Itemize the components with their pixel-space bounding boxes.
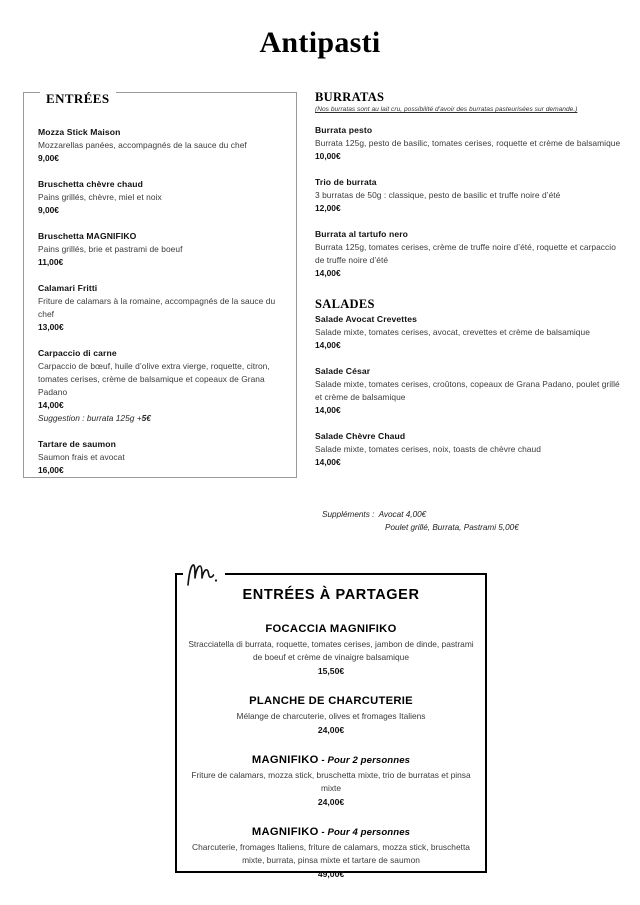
shared-starters-title: ENTRÉES À PARTAGER [242,587,420,603]
share-menu-item [181,693,481,737]
item-description: Carpaccio de bœuf, huile d’olive extra vierge, roquette, citron, tomates cerises, crème de balsamique et copeaux de Grana Padano [38,361,270,397]
item-description: Stracciatella di burrata, roquette, tomates cerises, jambon de dinde, pastrami de boeuf et crème de vinaigre balsamique [188,639,474,662]
item-name: Carpaccio di carne [38,348,117,358]
supplements-block [322,508,622,534]
menu-item [315,228,625,280]
menu-item [315,176,625,215]
item-name: Burrata al tartufo nero [315,229,409,239]
item-price: 14,00€ [315,405,341,415]
item-name-suffix: - Pour 4 personnes [318,827,411,838]
item-price: 24,00€ [317,797,345,807]
right-column [315,90,625,469]
item-name [181,824,481,841]
item-price: 11,00€ [38,257,64,267]
item-name: Salade Chèvre Chaud [315,431,406,441]
supplements-line-2: Poulet grillé, Burrata, Pastrami 5,00€ [385,523,519,532]
burratas-section-heading: BURRATAS [315,90,385,104]
item-price: 13,00€ [38,322,64,332]
salades-section-heading: SALADES [315,297,375,311]
item-name [181,621,481,638]
menu-item [315,313,625,352]
item-name-suffix: - Pour 2 personnes [318,755,411,766]
item-name: Trio de burrata [315,177,377,187]
item-name: Bruschetta MAGNIFIKO [38,231,137,241]
share-menu-item [181,824,481,881]
item-description: Salade mixte, tomates cerises, noix, toasts de chèvre chaud [315,444,541,454]
item-suggestion [38,412,288,425]
item-description: Mélange de charcuterie, olives et fromages Italiens [236,711,426,721]
item-price: 14,00€ [315,268,341,278]
burratas-item-list [315,124,625,280]
item-name: Tartare de saumon [38,439,116,449]
share-menu-item [181,752,481,809]
item-name: Salade Avocat Crevettes [315,314,417,324]
item-description: Burrata 125g, tomates cerises, crème de truffe noire d’été, roquette et carpaccio de truffe noire d’été [315,242,616,265]
item-description: Salade mixte, tomates cerises, croûtons, copeaux de Grana Padano, poulet grillé et crème de balsamique [315,379,620,402]
item-description: Burrata 125g, pesto de basilic, tomates cerises, roquette et crème de balsamique [315,138,621,148]
burratas-section-subtitle: (Nos burratas sont au lait cru, possibilité d’avoir des burratas pasteurisées sur demande.) [315,106,578,113]
item-name-main: FOCACCIA MAGNIFIKO [265,623,397,635]
item-price: 14,00€ [315,457,341,467]
magnifiko-signature-logo [183,560,225,590]
item-description: Pains grillés, chèvre, miel et noix [38,192,162,202]
menu-item [315,124,625,163]
item-name: Salade César [315,366,371,376]
item-name: Bruschetta chèvre chaud [38,179,143,189]
entrees-item-list [38,126,288,477]
salades-item-list [315,313,625,469]
item-name [181,693,481,710]
item-price: 24,00€ [317,725,345,735]
item-price: 12,00€ [315,203,341,213]
item-description: Mozzarellas panées, accompagnés de la sauce du chef [38,140,247,150]
entrees-section-heading: ENTRÉES [40,91,116,106]
item-name [181,752,481,769]
item-name-main: MAGNIFIKO [251,754,319,766]
menu-item [38,126,288,165]
menu-item [315,365,625,417]
menu-item [38,438,288,477]
menu-item [315,430,625,469]
item-description: Friture de calamars, mozza stick, bruschetta mixte, trio de burratas et pinsa mixte [191,770,471,793]
item-price: 15,50€ [317,666,345,676]
item-name: Mozza Stick Maison [38,127,121,137]
share-menu-item [181,621,481,678]
item-suggestion-price: 5€ [141,413,151,423]
item-price: 10,00€ [315,151,341,161]
menu-item [38,178,288,217]
item-name: Calamari Fritti [38,283,98,293]
item-price: 9,00€ [38,153,59,163]
item-price: 49,00€ [317,869,345,879]
item-description: Salade mixte, tomates cerises, avocat, crevettes et crème de balsamique [315,327,590,337]
item-price: 14,00€ [38,400,64,410]
item-price: 14,00€ [315,340,341,350]
menu-item [38,230,288,269]
item-description: Charcuterie, fromages Italiens, friture de calamars, mozza stick, bruschetta mixte, burrata, pinsa mixte et tartare de saumon [192,842,470,865]
supplements-line-1: Suppléments : Avocat 4,00€ [322,510,427,519]
item-name: Burrata pesto [315,125,373,135]
item-description: Friture de calamars à la romaine, accompagnés de la sauce du chef [38,296,276,319]
menu-item [38,282,288,334]
item-description: Pains grillés, brie et pastrami de boeuf [38,244,183,254]
item-suggestion-text: Suggestion : burrata 125g + [38,413,142,423]
item-description: Saumon frais et avocat [38,452,125,462]
page-title: Antipasti [259,26,381,59]
menu-item [38,347,288,425]
shared-starters-content [181,586,481,881]
item-price: 16,00€ [38,465,64,475]
item-description: 3 burratas de 50g : classique, pesto de basilic et truffe noire d’été [315,190,561,200]
item-price: 9,00€ [38,205,59,215]
item-name-main: MAGNIFIKO [251,826,319,838]
item-name-main: PLANCHE DE CHARCUTERIE [249,695,413,707]
